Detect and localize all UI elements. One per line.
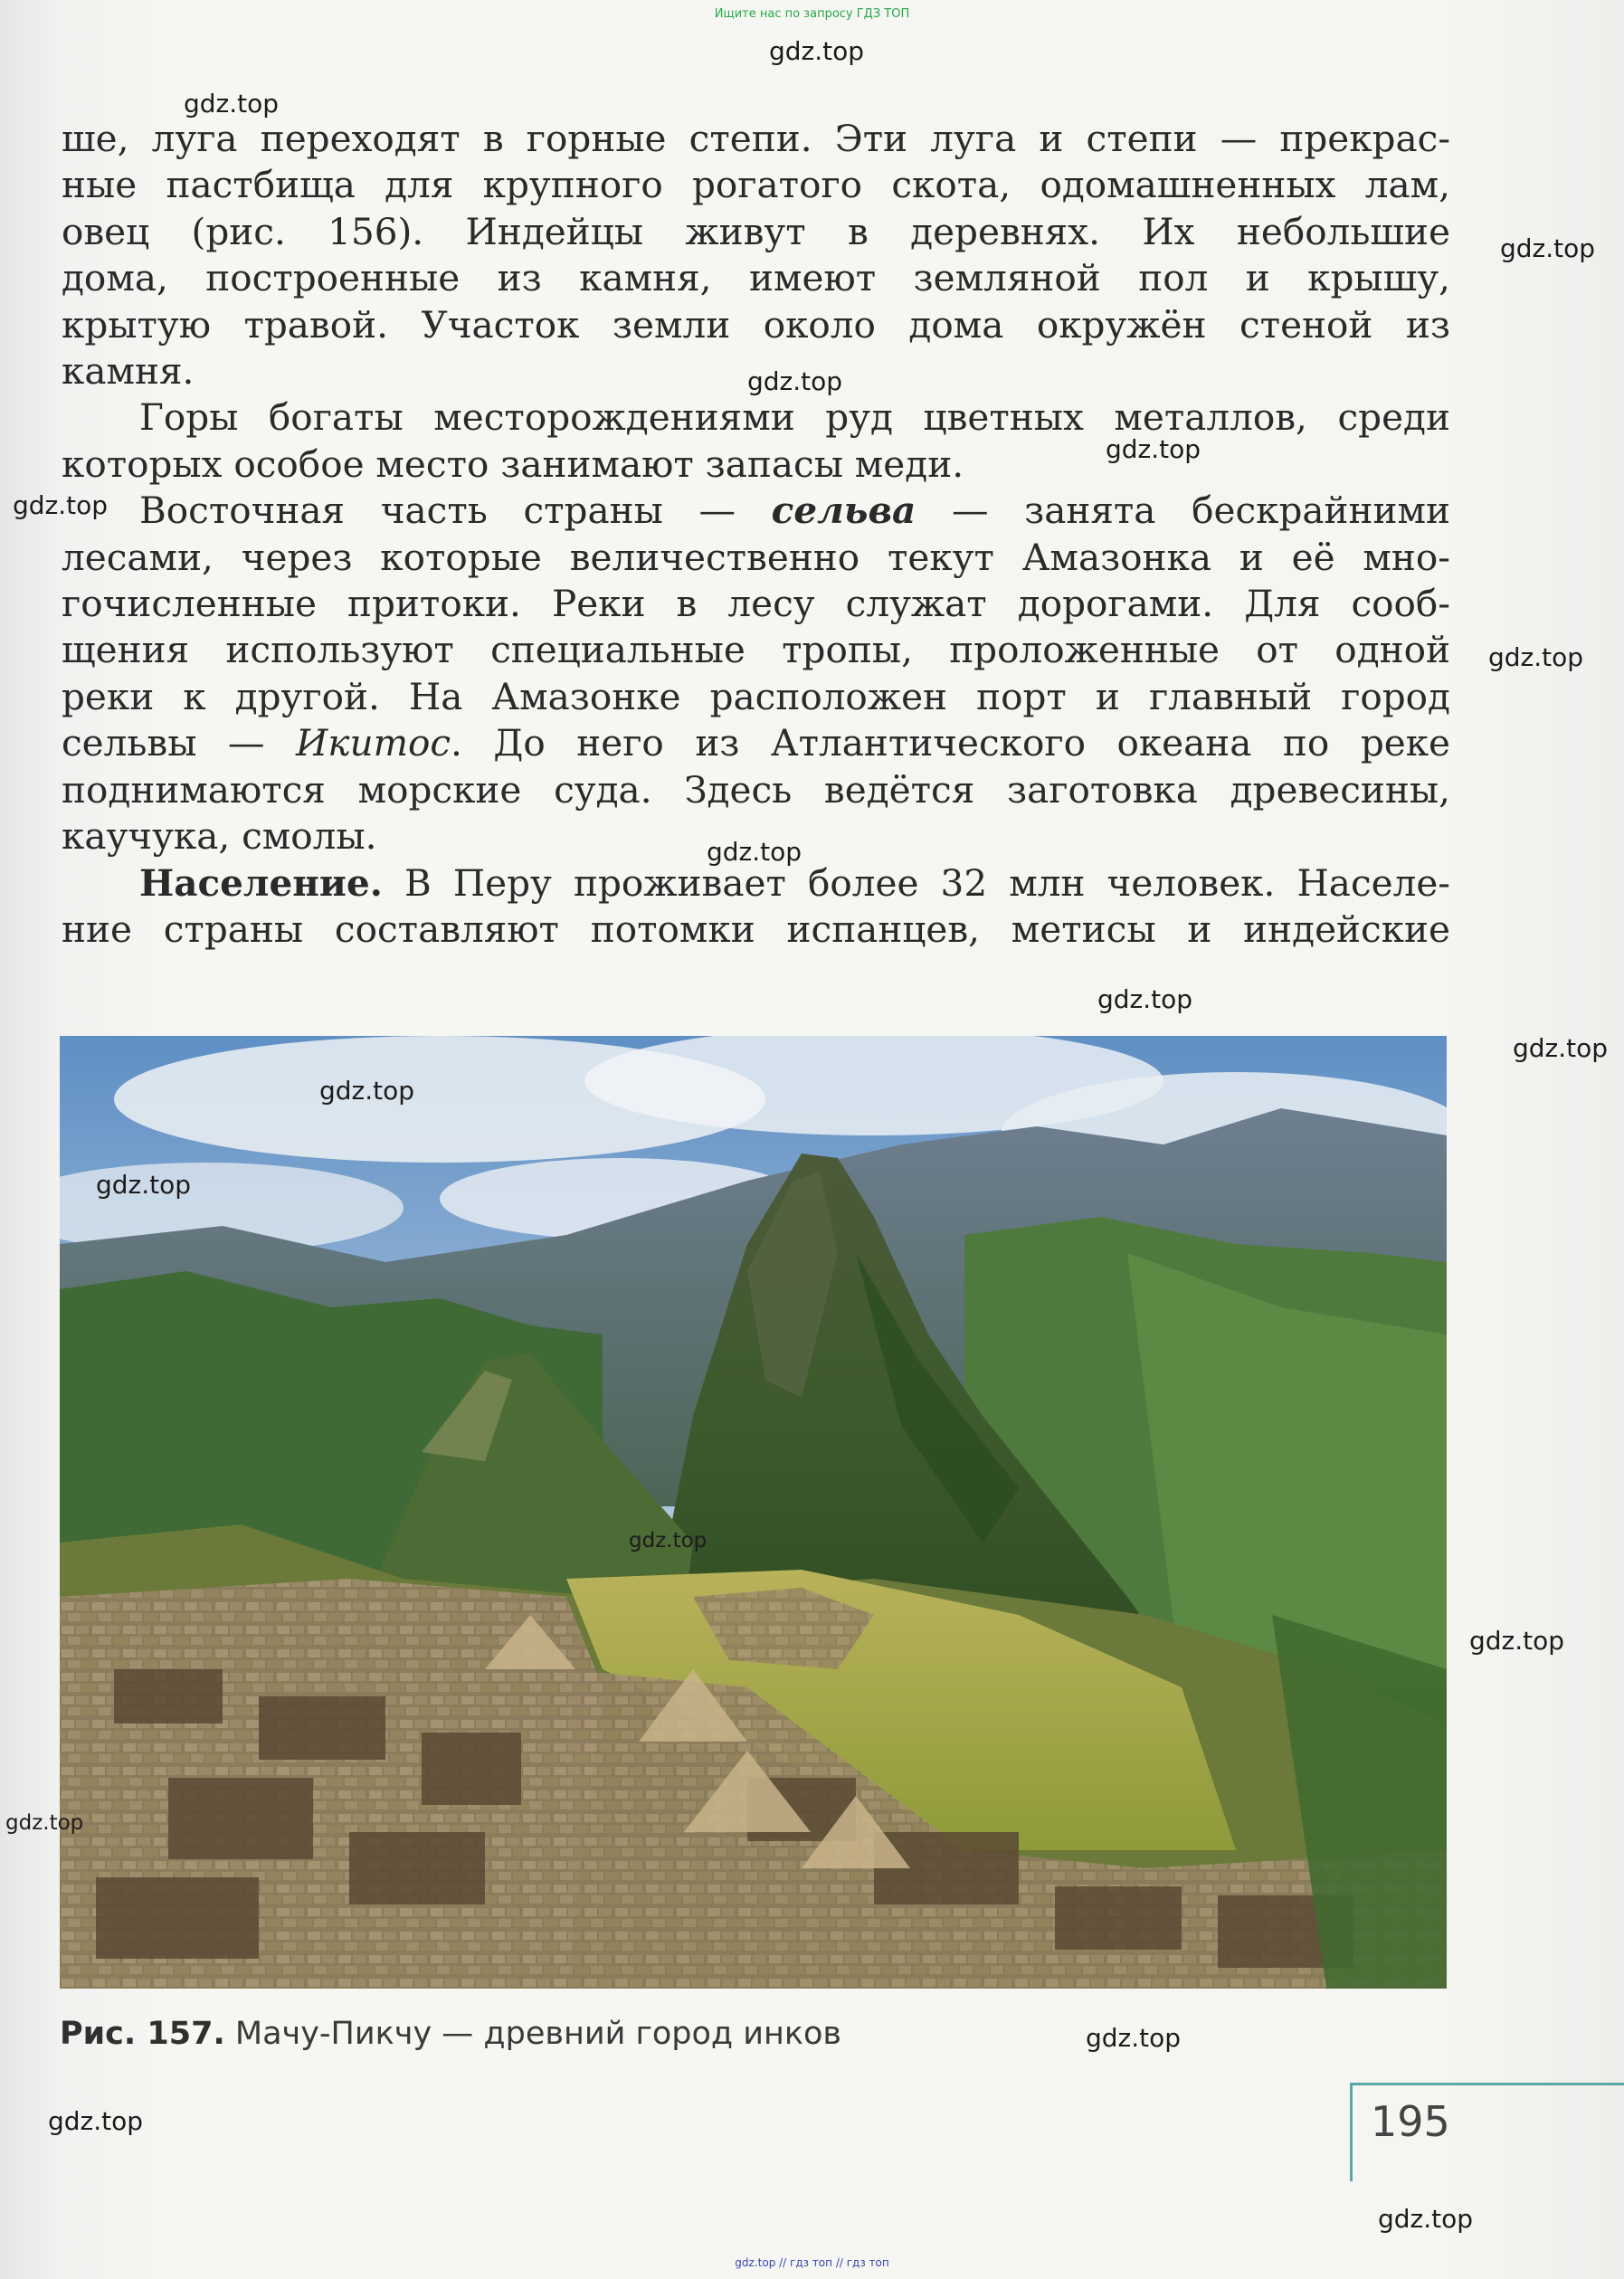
watermark: gdz.top [1500,233,1596,263]
watermark: gdz.top [96,1170,192,1200]
text-segment: — занята бескрайними [916,489,1450,533]
paragraph-2 [62,394,1450,488]
text-line [62,488,1450,534]
text-line: ше, луга переходят в горные степи. Эти луга и степи — прекрас- [62,117,1450,160]
text-segment: сельвы — [62,721,296,765]
machu-picchu-photo [60,1036,1447,1989]
text-line: ние страны составляют потомки испанцев, метисы и индейские [62,907,1450,951]
text-line: ные пастбища для крупного рогатого скота, одомашненных лам, [62,163,1450,207]
text-segment: . До него из Атлантического океана по реке [451,721,1450,765]
watermark: gdz.top [5,1811,84,1835]
text-segment: В Перу проживает более 32 млн человек. Населе- [382,860,1450,905]
watermark: gdz.top [747,366,843,396]
text-line: которых особое место занимают запасы меди. [62,442,964,486]
watermark: gdz.top [1469,1626,1565,1656]
term-selva: сельва [771,489,916,533]
text-line: поднимаются морские суда. Здесь ведётся заготовка древесины, [62,767,1450,812]
text-line: щения используют специальные тропы, проложенные от одной [62,628,1450,672]
footer-note: gdz.top // гдз топ // гдз топ [735,2256,889,2269]
figure-caption [60,2016,841,2052]
text-line: гочисленные притоки. Реки в лесу служат дорогами. Для сооб- [62,582,1450,626]
text-segment: Восточная часть страны — [139,489,772,533]
header-note: Ищите нас по запросу ГДЗ ТОП [714,7,910,21]
watermark: gdz.top [184,89,280,119]
paragraph-3 [62,488,1450,859]
paragraph-1 [62,116,1450,394]
text-line: камня. [62,349,195,394]
text-line: Горы богаты месторождениями руд цветных металлов, среди [139,395,1450,440]
term-iquitos: Икитос [295,721,451,765]
watermark: gdz.top [1488,642,1584,672]
text-line: дома, построенные из камня, имеют земляной пол и крышу, [62,256,1450,300]
text-line: лесами, через которые величественно текут Амазонка и её мно- [62,535,1450,579]
text-line [62,720,1450,766]
text-line: крытую травой. Участок земли около дома окружён стеной из [62,302,1450,347]
watermark: gdz.top [1378,2204,1474,2234]
watermark: gdz.top [769,36,865,66]
watermark: gdz.top [1106,434,1201,464]
watermark: gdz.top [1097,984,1193,1014]
body-text [62,116,1450,953]
watermark: gdz.top [319,1076,415,1106]
figure-label: Рис. 157. [60,2016,225,2052]
watermark: gdz.top [707,837,803,867]
text-line: каучука, смолы. [62,814,377,859]
watermark: gdz.top [1086,2023,1182,2053]
text-line: овец (рис. 156). Индейцы живут в деревнях. Их небольшие [62,209,1450,253]
text-line [62,860,1450,907]
watermark: gdz.top [629,1529,708,1553]
page-number: 195 [1371,2097,1450,2146]
watermark: gdz.top [48,2106,144,2136]
watermark: gdz.top [1513,1033,1609,1063]
section-heading: Население. [139,860,383,905]
text-line: реки к другой. На Амазонке расположен порт и главный город [62,674,1450,718]
figure-caption-text: Мачу-Пикчу — древний город инков [224,2016,842,2052]
paragraph-4 [62,860,1450,954]
watermark: gdz.top [13,490,109,520]
